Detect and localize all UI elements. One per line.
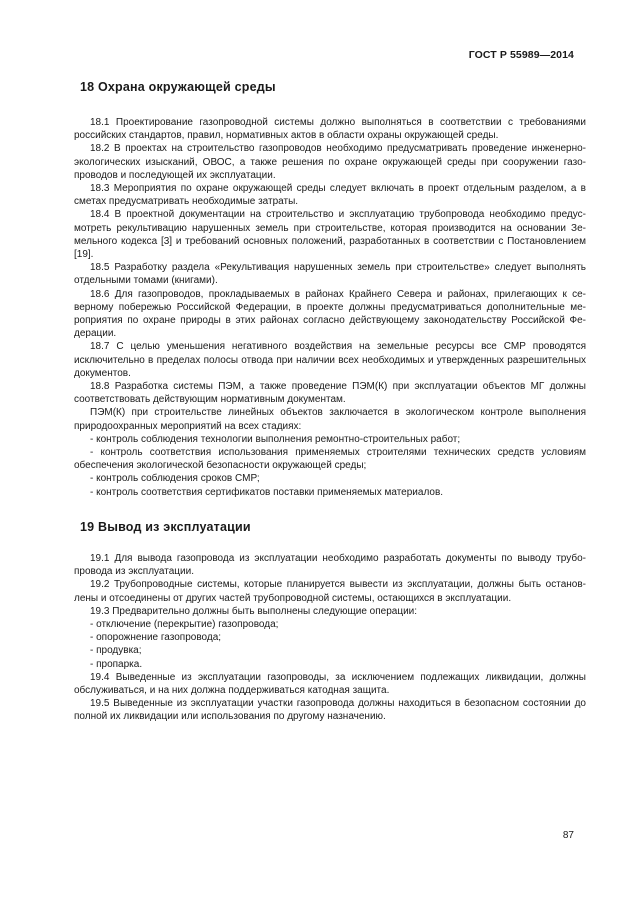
paragraph-18-1: 18.1 Проектирование газопроводной системы должно выполняться в соответствии с требованиями российских стандартов, правил, нормативных актов в области охраны окружающей среды. bbox=[74, 117, 586, 142]
page-number: 87 bbox=[562, 830, 574, 841]
list-item-pem-3: - контроль соблюдения сроков СМР; bbox=[90, 473, 260, 485]
section-18 bbox=[74, 80, 586, 499]
list-item-op-3: - продувка; bbox=[90, 645, 142, 657]
page-content bbox=[74, 80, 586, 724]
paragraph-18-4: 18.4 В проектной документации на строительство и эксплуатацию трубопровода необходимо предусмотреть рекультивацию нарушенных земель при строительстве, которая производится на основании Земельного кодекса [3] и требований основных положений, разработанных в соответствии с Постановлением [19]. bbox=[74, 209, 586, 261]
list-item-pem-2: - контроль соответствия использования применяемых строителями технических средств условиям обеспечения экологической безопасности окружающей среды; bbox=[74, 447, 586, 472]
list-item-pem-4: - контроль соответствия сертификатов поставки применяемых материалов. bbox=[90, 486, 444, 498]
paragraph-18-5: 18.5 Разработку раздела «Рекультивация нарушенных земель при строительстве» следует выполнять отдельными томами (книгами). bbox=[74, 262, 586, 287]
document-code: ГОСТ Р 55989—2014 bbox=[468, 49, 574, 61]
list-item-op-1: - отключение (перекрытие) газопровода; bbox=[90, 618, 279, 630]
list-item-op-2: - опорожнение газопровода; bbox=[90, 632, 222, 644]
paragraph-19-1: 19.1 Для вывода газопровода из эксплуатации необходимо разработать документы по выводу трубопровода из эксплуатации. bbox=[74, 552, 586, 578]
paragraph-19-4: 19.4 Выведенные из эксплуатации газопроводы, за исключением подлежащих ликвидации, должны обслуживаться, и на них должна поддерживаться катодная защита. bbox=[74, 671, 586, 696]
section-19 bbox=[74, 520, 586, 724]
list-item-pem-1: - контроль соблюдения технологии выполнения ремонтно-строительных работ; bbox=[90, 433, 461, 445]
paragraph-18-6: 18.6 Для газопроводов, прокладываемых в районах Крайнего Севера и районах, прилегающих к северному побережью Российской Федерации, в проекте должны предусматриваться дополнительные мероприятия по охране природы в этих районах согласно действующему законодательству Российской Федерации. bbox=[74, 288, 586, 340]
paragraph-19-2: 19.2 Трубопроводные системы, которые планируется вывести из эксплуатации, должны быть остановлены и отсоединены от других частей трубопроводной системы, остающихся в эксплуатации. bbox=[74, 579, 586, 604]
paragraph-19-5: 19.5 Выведенные из эксплуатации участки газопровода должны находиться в безопасном состоянии до полной их ликвидации или использования по другому назначению. bbox=[74, 698, 586, 723]
paragraph-18-7: 18.7 С целью уменьшения негативного воздействия на земельные ресурсы все СМР проводятся исключительно в пределах полосы отвода при наличии всех необходимых и утвержденных разрешительных документов. bbox=[74, 341, 586, 379]
paragraph-18-2: 18.2 В проектах на строительство газопроводов необходимо предусматривать проведение инженерно-экологических изысканий, ОВОС, а также решения по охране окружающей среды при сооружении газопроводов и последующей их эксплуатации. bbox=[74, 143, 586, 181]
paragraph-19-3: 19.3 Предварительно должны быть выполнены следующие операции: bbox=[90, 605, 418, 617]
section-18-title: 18 Охрана окружающей среды bbox=[80, 80, 276, 94]
section-19-title: 19 Вывод из эксплуатации bbox=[80, 519, 251, 534]
paragraph-pem-intro: ПЭМ(К) при строительстве линейных объектов заключается в экологическом контроле выполнения природоохранных мероприятий на всех стадиях: bbox=[74, 407, 586, 432]
list-item-op-4: - пропарка. bbox=[90, 658, 143, 670]
paragraph-18-3: 18.3 Мероприятия по охране окружающей среды следует включать в проект отдельным разделом, а в сметах предусматривать необходимые затраты. bbox=[74, 183, 586, 208]
paragraph-18-8: 18.8 Разработка системы ПЭМ, а также проведение ПЭМ(К) при эксплуатации объектов МГ должны соответствовать действующим нормативным документам. bbox=[74, 381, 586, 406]
